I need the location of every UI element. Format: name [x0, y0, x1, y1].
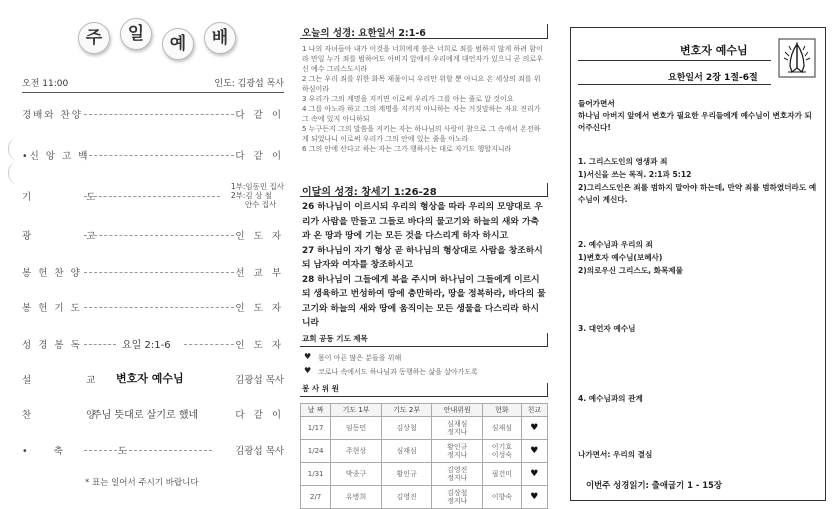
prayer-names: 1부:임동민 집사 2부:김 상 철 안수 집사 — [230, 182, 284, 209]
order-row: •신 앙 고 백 다 같 이 — [22, 151, 284, 162]
month-scripture-title: 이달의 성경: 창세기 1:26-28 — [302, 187, 437, 198]
table-cell: 이기호 이성숙 — [483, 440, 522, 463]
title-char-3: 예 — [162, 28, 194, 60]
month-verses: 26 하나님이 이르시되 우리의 형상을 따라 우리의 모양대로 우리가 사람을 만들고 그들로 바다의 물고기와 하늘의 새와 가축과 온 땅과 땅에 기는 모든 것을 다스리게 하자 하시고 27 하나님이 자기 형상 곧 하나님의 형상대로 사람을 창조하시되 남자와 여자를 창조하시고 28 하나님이 그들에게 복을 주시며 하나님이 그들에게 이르시되 생육하고 번성하여 땅에 충만하라, 땅을 정복하라, 바다의 물고기와 하늘의 새와 땅에 움직이는 모든 생물을 다스리라 하시니라 — [302, 202, 546, 328]
table-cell: 유병희 — [331, 486, 382, 509]
divider — [300, 396, 548, 397]
table-cell: 김상철 — [381, 417, 432, 440]
table-cell: 임동민 — [331, 417, 382, 440]
service-committee-title: 봉 사 위 원 — [302, 384, 339, 393]
order-row: •축 도 김광섭 목사 — [22, 446, 284, 457]
table-row — [301, 417, 548, 440]
table-cell: 심재심 — [483, 417, 522, 440]
bracket-decoration — [8, 138, 21, 160]
table-row — [301, 440, 548, 463]
divider — [547, 24, 548, 38]
divider — [300, 38, 548, 39]
table-cell: 2/7 — [301, 486, 331, 509]
table-cell: 심재심 정지나 — [432, 417, 483, 440]
table-cell: ♥ — [521, 440, 547, 463]
service-table: 날 짜 기도 1부 기도 2부 안내위원 헌화 친교 1/17 임동민 김상철 심재심 정지나 심재심 ♥ 1/24 주현상 심재심 황인규 정지나 이기호 이성숙 ♥ 1/31 박종구 황인규 김영진 정지나 필건미 ♥ 2/7 유병희 김영진 김상철 정지나 이향숙 ♥ — [300, 403, 548, 509]
divider — [300, 346, 548, 347]
table-row — [301, 463, 548, 486]
heart-icon: ♥ — [304, 352, 312, 361]
closing-heading: 나가면서: 우리의 결심 — [578, 450, 653, 459]
point-1-item: 2)그리스도인은 죄를 범하지 말아야 하는데, 만약 죄를 범하였더라도 예수님이 계신다. — [578, 183, 817, 204]
today-verses: 1 나의 자녀들아 내가 이것을 너희에게 씀은 너희로 죄를 범하지 않게 하려 함이라 만일 누가 죄를 범하여도 아버지 앞에서 우리에게 대언자가 있으니 곧 의로우신 예수 그리스도시라 2 그는 우리 죄를 위한 화목 제물이니 우리만 위할 뿐 아니요 온 세상의 죄를 위하심이라 3 우리가 그의 계명을 지키면 이로써 우리가 그를 아는 줄로 알 것이요 4 그를 아노라 하고 그의 계명을 지키지 아니하는 자는 거짓말하는 자요 진리가 그 속에 있지 아니하되 5 누구든지 그의 말씀을 지키는 자는 하나님의 사랑이 참으로 그 속에서 온전하게 되었나니 이로써 우리가 그의 안에 있는 줄을 아노라 6 그의 안에 산다고 하는 자는 그가 행하시는 대로 자기도 행할지니라 — [302, 45, 543, 153]
divider — [578, 60, 771, 61]
table-cell: 1/24 — [301, 440, 331, 463]
today-scripture-title: 오늘의 성경: 요한일서 2:1-6 — [302, 28, 426, 39]
table-cell: 이향숙 — [483, 486, 522, 509]
intro-text: 하나님 아버지 앞에서 변호가 필요한 우리들에게 예수님이 변호자가 되어주신다! — [578, 111, 812, 132]
table-cell: 김영진 — [381, 486, 432, 509]
divider — [547, 333, 548, 346]
sermon-title-left: 변호자 예수님 — [116, 372, 184, 385]
point-2-item: 2)의로우신 그리스도, 화목제물 — [578, 266, 683, 275]
table-cell: 필건미 — [483, 463, 522, 486]
point-1-item: 1)서신을 쓰는 목적. 2:1과 5:12 — [578, 170, 692, 179]
intro-heading: 들어가면서 — [578, 99, 615, 108]
title-char-1: 주 — [78, 22, 110, 54]
order-row: 봉 헌 기 도 인 도 자 — [22, 303, 284, 314]
table-row — [301, 486, 548, 509]
table-cell: ♥ — [521, 486, 547, 509]
prayer-item: 몸이 아픈 많은 분들을 위해 — [318, 354, 402, 362]
table-cell: 1/17 — [301, 417, 331, 440]
weekly-reading: 이번주 성경읽기: 출애굽기 1 - 15장 — [586, 480, 722, 490]
order-row: 기 도 1부:임동민 집사 2부:김 상 철 안수 집사 — [22, 182, 284, 209]
bracket-decoration — [8, 162, 21, 184]
table-cell: ♥ — [521, 417, 547, 440]
point-3-heading: 3. 대언자 예수님 — [578, 324, 636, 333]
order-row: 봉 헌 찬 양 선 교 부 — [22, 268, 284, 279]
order-row: 설 교 변호자 예수님 김광섭 목사 — [22, 372, 284, 386]
divider — [547, 383, 548, 396]
table-cell: 주현상 — [331, 440, 382, 463]
point-1-heading: 1. 그리스도인의 영생과 죄 — [578, 157, 668, 166]
order-row: 성 경 봉 독 요일 2:1-6 인 도 자 — [22, 340, 284, 351]
order-row: 광 고 인 도 자 — [22, 231, 284, 242]
divider — [578, 84, 771, 85]
order-row: 경배와 찬양 다 같 이 — [22, 110, 284, 121]
sermon-title: 변호자 예수님 — [680, 44, 748, 57]
title-char-2: 일 — [120, 18, 152, 50]
table-cell: 황인규 — [381, 463, 432, 486]
praying-hands-icon — [778, 38, 816, 78]
table-cell: 김영진 정지나 — [432, 463, 483, 486]
table-cell: 박종구 — [331, 463, 382, 486]
service-meta — [22, 76, 284, 93]
standing-note: * 표는 일어서 주시기 바랍니다 — [85, 478, 199, 488]
title-char-4: 배 — [204, 22, 236, 54]
sermon-reference: 요한일서 2장 1절-6절 — [668, 73, 758, 83]
table-cell: 심재심 — [381, 440, 432, 463]
table-cell: 1/31 — [301, 463, 331, 486]
point-2-heading: 2. 예수님과 우리의 죄 — [578, 240, 653, 249]
heart-icon: ♥ — [304, 366, 312, 375]
point-2-item: 1)변호자 예수님(보혜사) — [578, 253, 663, 262]
service-time: 오전 11:00 — [22, 79, 69, 89]
order-row: 찬 양 주님 뜻대로 살기로 했네 다 같 이 — [22, 410, 284, 421]
divider — [547, 183, 548, 196]
worship-title — [78, 18, 248, 66]
prayer-item: 코로나 속에서도 하나님과 동행하는 삶을 살아가도록 — [318, 368, 478, 376]
table-cell: 김상철 정지나 — [432, 486, 483, 509]
divider — [300, 196, 548, 197]
point-4-heading: 4. 예수님과의 관계 — [578, 394, 643, 403]
service-leader: 인도: 김광섭 목사 — [214, 79, 284, 89]
table-cell: ♥ — [521, 463, 547, 486]
table-cell: 황인규 정지나 — [432, 440, 483, 463]
prayer-title: 교회 공동 기도 제목 — [302, 334, 368, 343]
